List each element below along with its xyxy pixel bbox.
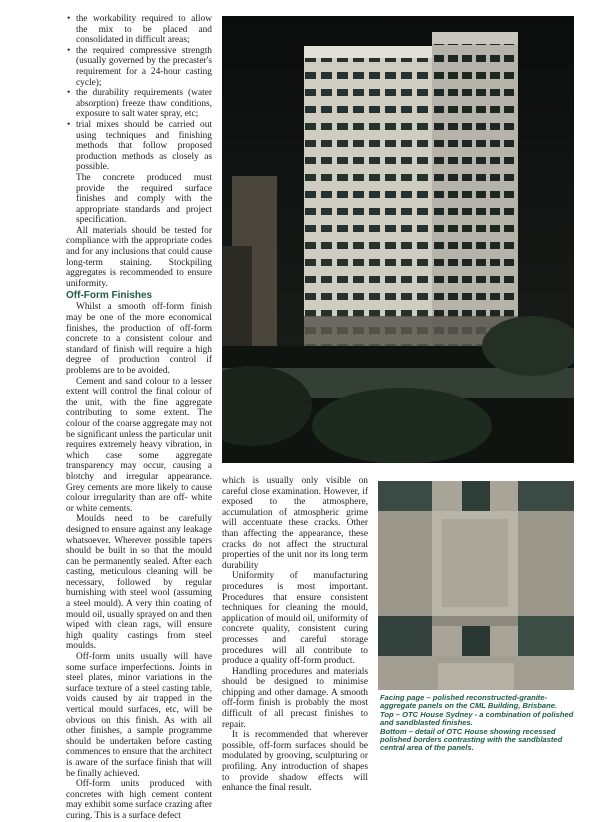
paragraph: which is usually only visible on careful close examination. However, if exposed to the atmosphere, accumulation of atmospheric grime will accentuate these cracks. Other than affecting the appearance, these cracks do not affect the structural properties of the unit nor its long term durability: [222, 476, 368, 571]
text-column-left: [66, 14, 212, 822]
paragraph: The concrete produced must provide the required surface finishes and comply with the appropriate standards and project specification.: [76, 172, 212, 226]
paragraph: Whilst a smooth off-form finish may be one of the more economical finishes, the production of off-form concrete to a consistent colour and standard of finish will require a high degree of production control if problems are to be avoided.: [66, 302, 212, 376]
paragraph: Handling procedures and materials should be designed to minimise chipping and other damage. A smooth off-form finish is probably the most difficult of all precast finishes to repair.: [222, 666, 368, 730]
caption-line: Bottom – detail of OTC House showing recessed polished borders contrasting with the sandblasted central area of the panels.: [380, 726, 563, 753]
list-item: • trial mixes should be carried out using techniques and finishing methods that follow proposed production methods as closely as possible.: [66, 120, 212, 173]
panel-detail-illustration: [378, 481, 574, 690]
caption-line: Facing page – polished reconstructed-granite-aggregate panels on the CML Building, Brisbane.: [380, 693, 558, 711]
text-column-middle: [222, 476, 368, 794]
list-item: • the workability required to allow the mix to be placed and consolidated in difficult areas;: [66, 14, 212, 46]
paragraph: All materials should be tested for compliance with the appropriate codes and for any inclusions that could cause long-term staining. Stockpiling aggregates is recommended to ensure uniformity.: [66, 225, 212, 289]
list-item: • the durability requirements (water absorption) freeze thaw conditions, exposure to salt water spray, etc;: [66, 88, 212, 120]
paragraph: Uniformity of manufacturing procedures is most important. Procedures that ensure consistent techniques for cleaning the mould, application of mould oil, uniformity of concrete quality, consistent curing processes and careful storage procedures will all contribute to produce a quality off-form product.: [222, 571, 368, 667]
paragraph: Off-form units usually will have some surface imperfections. Joints in steel plates, minor variations in the surface texture of a steel casting table, voids caused by air trapped in the vertical mould surfaces, etc, will be obvious on this finish. As with all other finishes, a sample programme should be undertaken before casting commences to ensure that the architect is aware of the surface finish that will be finally achieved.: [66, 652, 212, 779]
paragraph: It is recommended that wherever possible, off-form surfaces should be modulated by grooving, sculpturing or profiling. Any introduction of shapes to provide shadow effects will enhance the final result.: [222, 730, 368, 794]
building-photo: [222, 16, 574, 463]
photo-caption: [380, 694, 576, 753]
section-heading: Off-Form Finishes: [66, 290, 153, 302]
paragraph: Off-form units produced with concretes with high cement content may exhibit some surface crazing after curing. This is a surface defect: [66, 779, 212, 821]
requirements-list: [66, 14, 212, 173]
otc-house-photo-illustration: [222, 16, 574, 463]
panel-detail-photo: [378, 481, 574, 690]
paragraph: Cement and sand colour to a lesser extent will control the final colour of the unit, with the fine aggregate contributing to some extent. The colour of the coarse aggregate may not be significant unless the particular unit requires extremely heavy vibration, in which case some aggregate transparency may occur, causing a blotchy and irregular appearance. Grey cements are more likely to cause colour irregularity than are off- white or white cements.: [66, 376, 212, 514]
list-item: • the required compressive strength (usually governed by the precaster's requirement for a 24-hour casting cycle);: [66, 46, 212, 88]
paragraph: Moulds need to be carefully designed to ensure against any leakage whatsoever. Wherever possible tapers should be built in so that the mould can be permanently sealed. After each casting, meticulous cleaning will be necessary, followed by regular burnishing with steel wool (assuming a steel mould). A very thin coating of mould oil, usually sprayed on and then wiped with clean rags, will ensure high quality castings from steel moulds.: [66, 514, 212, 652]
caption-line: Top – OTC House Sydney - a combination of polished and sandblasted finishes.: [380, 709, 574, 728]
